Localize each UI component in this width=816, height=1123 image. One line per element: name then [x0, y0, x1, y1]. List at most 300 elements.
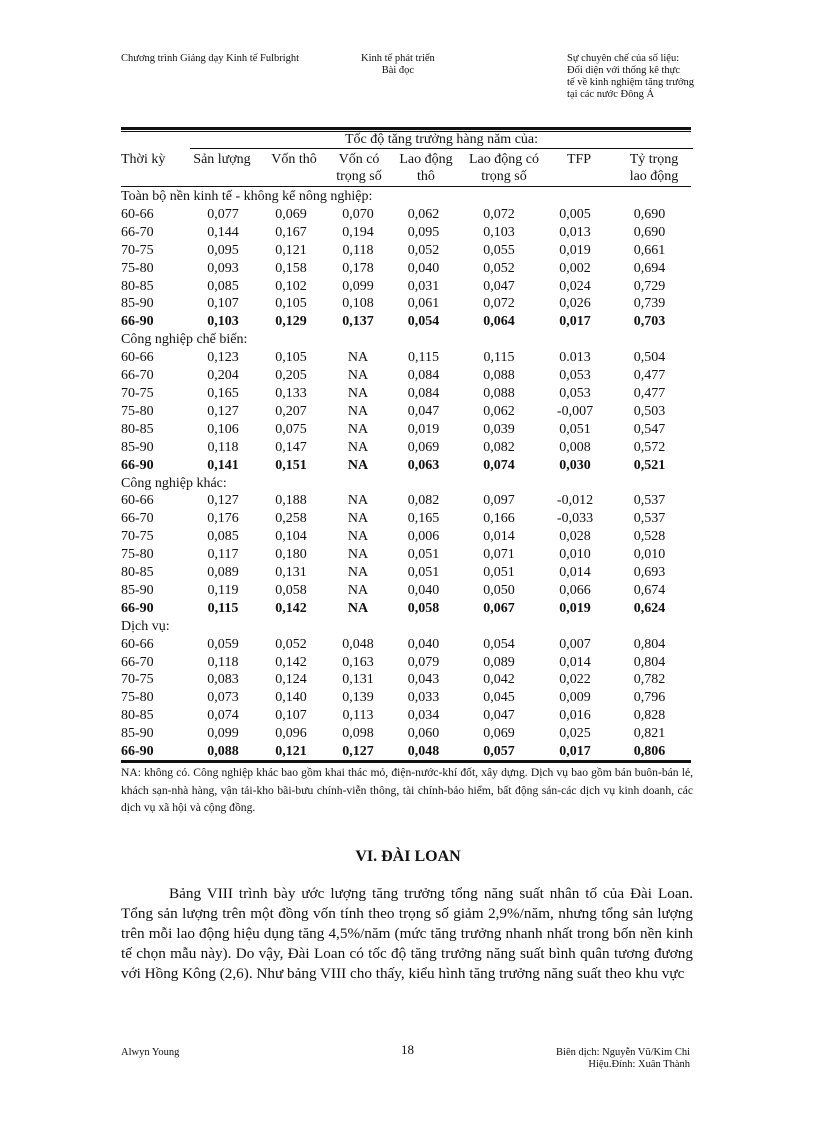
col-header-weighted-capital	[328, 151, 390, 185]
value-cell: 0,043	[407, 672, 440, 688]
value-cell: 0,057	[483, 744, 515, 760]
table-row	[121, 671, 691, 689]
period-cell: 80-85	[121, 708, 154, 724]
value-cell: NA	[347, 403, 369, 419]
footer-credits	[556, 1047, 690, 1071]
col-header-output-line1: Sản lượng	[193, 152, 251, 167]
value-cell: 0,118	[207, 654, 239, 670]
value-cell: 0,045	[483, 690, 515, 706]
value-cell: 0,107	[275, 708, 307, 724]
col-header-output	[189, 151, 255, 168]
value-cell: 0,806	[633, 744, 666, 760]
value-cell: 0,099	[342, 278, 374, 294]
value-cell: -0,033	[556, 511, 594, 527]
value-cell: 0,053	[559, 368, 591, 384]
value-cell: 0,084	[407, 368, 440, 384]
value-cell: 0,205	[275, 368, 307, 384]
value-cell: 0,207	[275, 403, 307, 419]
value-cell: 0,258	[275, 511, 307, 527]
period-cell: 85-90	[121, 582, 154, 598]
value-cell: 0,141	[207, 457, 239, 473]
value-cell: NA	[347, 529, 369, 545]
value-cell: 0,085	[207, 529, 239, 545]
value-cell: 0,690	[633, 224, 666, 240]
col-header-raw-labor	[394, 151, 458, 185]
table-row	[121, 278, 691, 296]
value-cell: 0,097	[483, 493, 515, 509]
table-row	[121, 224, 691, 242]
col-header-tfp	[552, 151, 606, 168]
value-cell: 0,047	[483, 708, 515, 724]
value-cell: 0,060	[407, 726, 440, 742]
value-cell: 0,123	[207, 350, 239, 366]
header-bottom-rule	[121, 186, 691, 187]
value-cell: NA	[347, 457, 369, 473]
value-cell: 0,053	[559, 385, 591, 401]
table-row	[121, 260, 691, 278]
header-article-line3: tế về kinh nghiệm tăng trưởng	[567, 77, 695, 88]
section-header-row	[121, 475, 691, 493]
value-cell: 0,058	[407, 600, 440, 616]
value-cell: 0,804	[633, 654, 666, 670]
value-cell: 0,127	[207, 493, 239, 509]
value-cell: 0,071	[483, 547, 515, 563]
value-cell: 0,166	[483, 511, 515, 527]
value-cell: 0,504	[633, 350, 666, 366]
section-title: VI. ĐÀI LOAN	[355, 848, 461, 865]
value-cell: 0,069	[483, 726, 515, 742]
value-cell: 0,158	[275, 260, 307, 276]
value-cell: 0,064	[483, 314, 515, 330]
value-cell: 0,084	[407, 385, 440, 401]
table-row	[121, 725, 691, 743]
period-cell: 75-80	[121, 547, 154, 563]
value-cell: 0,113	[342, 708, 374, 724]
value-cell: 0,151	[275, 457, 307, 473]
value-cell: 0,674	[633, 582, 666, 598]
value-cell: 0,796	[633, 690, 666, 706]
value-cell: 0,782	[633, 672, 666, 688]
period-cell: 60-66	[121, 350, 154, 366]
value-cell: 0,165	[207, 385, 239, 401]
value-cell: 0,096	[275, 726, 307, 742]
value-cell: 0,131	[342, 672, 374, 688]
table-row	[121, 546, 691, 564]
value-cell: 0,059	[207, 636, 239, 652]
value-cell: 0,030	[559, 457, 591, 473]
value-cell: 0,204	[207, 368, 239, 384]
table-row	[121, 206, 691, 224]
value-cell: 0,095	[207, 242, 239, 258]
value-cell: 0,547	[633, 421, 666, 437]
value-cell: 0,019	[407, 421, 440, 437]
value-cell: 0,048	[407, 744, 440, 760]
value-cell: NA	[347, 511, 369, 527]
value-cell: 0,105	[275, 350, 307, 366]
footer-editor: Hiệu.Đính: Xuân Thành	[588, 1059, 690, 1070]
header-article-line4: tại các nước Đông Á	[567, 89, 655, 100]
value-cell: 0,729	[633, 278, 666, 294]
value-cell: 0,095	[407, 224, 440, 240]
period-cell: 70-75	[121, 242, 154, 258]
value-cell: 0,014	[483, 529, 515, 545]
value-cell: 0,042	[483, 672, 515, 688]
value-cell: NA	[347, 547, 369, 563]
value-cell: 0,051	[407, 565, 440, 581]
col-header-weighted-capital-line1: Vốn có	[338, 152, 380, 167]
value-cell: 0,124	[275, 672, 307, 688]
col-header-labor-share-line1: Tỷ trọng	[629, 152, 679, 167]
value-cell: 0,102	[275, 278, 307, 294]
value-cell: 0,127	[342, 744, 374, 760]
period-cell: 80-85	[121, 278, 154, 294]
value-cell: 0,121	[275, 242, 307, 258]
value-cell: 0,058	[275, 582, 307, 598]
col-header-raw-labor-line2: thô	[417, 169, 435, 184]
value-cell: 0,054	[407, 314, 440, 330]
value-cell: 0,180	[275, 547, 307, 563]
value-cell: 0,061	[407, 296, 440, 312]
value-cell: 0,063	[407, 457, 440, 473]
table-row	[121, 689, 691, 707]
section-header: Công nghiệp chế biến:	[121, 332, 248, 348]
value-cell: 0,040	[407, 636, 440, 652]
value-cell: NA	[347, 385, 369, 401]
value-cell: 0,115	[207, 600, 239, 616]
value-cell: 0,082	[483, 439, 515, 455]
period-cell: 70-75	[121, 385, 154, 401]
value-cell: 0,074	[207, 708, 239, 724]
value-cell: 0,016	[559, 708, 591, 724]
value-cell: NA	[347, 421, 369, 437]
value-cell: 0,139	[342, 690, 374, 706]
value-cell: 0,503	[633, 403, 666, 419]
value-cell: 0,070	[342, 206, 374, 222]
value-cell: 0,075	[275, 421, 307, 437]
value-cell: 0,521	[633, 457, 666, 473]
value-cell: 0,127	[207, 403, 239, 419]
value-cell: 0,077	[207, 206, 239, 222]
growth-table-body	[121, 188, 691, 761]
value-cell: 0,099	[207, 726, 239, 742]
growth-table	[121, 188, 691, 761]
period-cell: 60-66	[121, 206, 154, 222]
header-article-line1: Sự chuyên chế của số liệu:	[567, 53, 680, 64]
period-cell: 85-90	[121, 296, 154, 312]
value-cell: NA	[347, 350, 369, 366]
value-cell: 0,010	[559, 547, 591, 563]
value-cell: 0,103	[207, 314, 239, 330]
value-cell: 0,140	[275, 690, 307, 706]
table-row	[121, 367, 691, 385]
group-header-rule	[190, 148, 693, 149]
value-cell: NA	[347, 493, 369, 509]
table-row	[121, 349, 691, 367]
value-cell: 0,188	[275, 493, 307, 509]
col-header-period-line1: Thời kỳ	[121, 152, 166, 167]
table-total-row	[121, 313, 691, 331]
value-cell: 0,047	[407, 403, 440, 419]
value-cell: 0,014	[559, 565, 591, 581]
value-cell: 0,178	[342, 260, 374, 276]
value-cell: 0,119	[207, 582, 239, 598]
value-cell: 0,133	[275, 385, 307, 401]
value-cell: 0,013	[559, 224, 591, 240]
value-cell: 0,117	[207, 547, 239, 563]
table-row	[121, 439, 691, 457]
period-cell: 60-66	[121, 636, 154, 652]
value-cell: 0,828	[633, 708, 666, 724]
col-header-tfp-line1: TFP	[566, 152, 592, 167]
value-cell: 0,019	[559, 600, 591, 616]
value-cell: 0,083	[207, 672, 239, 688]
value-cell: 0,144	[207, 224, 239, 240]
value-cell: 0,572	[633, 439, 666, 455]
table-row	[121, 654, 691, 672]
value-cell: 0,804	[633, 636, 666, 652]
header-article	[567, 53, 694, 101]
col-header-raw-capital-line1: Vốn thô	[271, 152, 317, 167]
value-cell: 0,137	[342, 314, 374, 330]
value-cell: 0,024	[559, 278, 591, 294]
value-cell: 0,039	[483, 421, 515, 437]
value-cell: 0,050	[483, 582, 515, 598]
col-header-labor-share-line2: lao động	[629, 169, 679, 184]
value-cell: 0,069	[275, 206, 307, 222]
value-cell: 0,106	[207, 421, 239, 437]
value-cell: 0,066	[559, 582, 591, 598]
period-cell: 85-90	[121, 726, 154, 742]
table-row	[121, 492, 691, 510]
value-cell: 0,477	[633, 385, 666, 401]
value-cell: 0,103	[483, 224, 515, 240]
value-cell: 0,088	[483, 385, 515, 401]
value-cell: 0,010	[633, 547, 666, 563]
value-cell: 0,055	[483, 242, 515, 258]
period-cell: 70-75	[121, 672, 154, 688]
value-cell: 0,007	[559, 636, 591, 652]
value-cell: 0,528	[633, 529, 666, 545]
period-cell: 66-70	[121, 224, 154, 240]
value-cell: 0,167	[275, 224, 307, 240]
table-row	[121, 564, 691, 582]
value-cell: 0,073	[207, 690, 239, 706]
value-cell: 0,131	[275, 565, 307, 581]
value-cell: NA	[347, 600, 369, 616]
value-cell: 0,118	[342, 242, 374, 258]
table-row	[121, 528, 691, 546]
value-cell: 0,537	[633, 493, 666, 509]
col-header-weighted-labor	[464, 151, 544, 185]
value-cell: 0,107	[207, 296, 239, 312]
value-cell: 0,052	[407, 242, 440, 258]
period-cell: 80-85	[121, 421, 154, 437]
value-cell: 0,047	[483, 278, 515, 294]
table-row	[121, 636, 691, 654]
footer-author: Alwyn Young	[121, 1047, 180, 1058]
value-cell: 0,098	[342, 726, 374, 742]
value-cell: 0,147	[275, 439, 307, 455]
section-header-row	[121, 331, 691, 349]
table-top-rule	[121, 127, 691, 130]
table-total-row	[121, 600, 691, 618]
table-group-title: Tốc độ tăng trưởng hàng năm của:	[344, 132, 539, 147]
col-header-labor-share	[617, 151, 691, 185]
value-cell: 0,002	[559, 260, 591, 276]
value-cell: 0,067	[483, 600, 515, 616]
table-row	[121, 295, 691, 313]
table-row	[121, 510, 691, 528]
table-row	[121, 707, 691, 725]
value-cell: 0,008	[559, 439, 591, 455]
value-cell: 0,176	[207, 511, 239, 527]
value-cell: 0,105	[275, 296, 307, 312]
value-cell: -0,007	[556, 403, 594, 419]
value-cell: 0,040	[407, 260, 440, 276]
section-header: Công nghiệp khác:	[121, 475, 227, 491]
table-row	[121, 403, 691, 421]
value-cell: 0,821	[633, 726, 666, 742]
value-cell: 0,052	[483, 260, 515, 276]
table-row	[121, 582, 691, 600]
value-cell: 0,115	[408, 350, 439, 366]
value-cell: 0,163	[342, 654, 374, 670]
value-cell: 0,115	[483, 350, 515, 366]
value-cell: 0,072	[483, 206, 515, 222]
value-cell: 0,052	[275, 636, 307, 652]
value-cell: 0,693	[633, 565, 666, 581]
value-cell: 0,062	[483, 403, 515, 419]
col-header-weighted-capital-line2: trọng số	[336, 169, 382, 184]
value-cell: 0,108	[342, 296, 374, 312]
footer-translator: Biên dịch: Nguyễn Vũ/Kim Chi	[556, 1047, 690, 1058]
value-cell: 0,017	[559, 744, 591, 760]
value-cell: 0,537	[633, 511, 666, 527]
table-row	[121, 242, 691, 260]
period-cell: 66-90	[121, 600, 154, 616]
period-cell: 75-80	[121, 403, 154, 419]
period-cell: 66-70	[121, 654, 154, 670]
value-cell: 0,051	[483, 565, 515, 581]
value-cell: NA	[347, 368, 369, 384]
period-cell: 75-80	[121, 260, 154, 276]
col-header-raw-capital	[263, 151, 325, 168]
value-cell: 0,085	[207, 278, 239, 294]
value-cell: 0,031	[407, 278, 440, 294]
section-header: Toàn bộ nền kinh tế - không kể nông nghiệp:	[121, 189, 373, 204]
period-cell: 66-90	[121, 457, 154, 473]
value-cell: -0,012	[556, 493, 594, 509]
header-article-line2: Đối diện với thống kê thực	[567, 65, 681, 76]
value-cell: 0,661	[633, 242, 666, 258]
value-cell: 0,054	[483, 636, 515, 652]
value-cell: 0,079	[407, 654, 440, 670]
value-cell: 0,690	[633, 206, 666, 222]
value-cell: 0.013	[559, 350, 591, 366]
value-cell: 0,477	[633, 368, 666, 384]
value-cell: 0,034	[407, 708, 440, 724]
period-cell: 75-80	[121, 690, 154, 706]
section-header-row	[121, 618, 691, 636]
period-cell: 85-90	[121, 439, 154, 455]
col-header-weighted-labor-line2: trọng số	[481, 169, 527, 184]
period-cell: 66-90	[121, 744, 154, 760]
body-paragraph: Bảng VIII trình bày ước lượng tăng trưởng tổng năng suất nhân tố của Đài Loan. Tổng sản lượng trên một đồng vốn tính theo trọng số giảm 2,9%/năm, nhưng tổng sản lượng trên mỗi lao động hiệu dụng tăng 4,5%/năm (mức tăng trưởng nhanh nhất trong bốn nền kinh tế chọn mẫu này). Do vậy, Đài Loan có tốc độ tăng trưởng năng suất bình quân tương đương với Hồng Kông (2,6). Như bảng VIII cho thấy, kiểu hình tăng trưởng năng suất theo khu vực	[121, 885, 693, 982]
value-cell: 0,104	[275, 529, 307, 545]
table-row	[121, 421, 691, 439]
col-header-weighted-labor-line1: Lao động có	[469, 152, 539, 167]
col-header-raw-labor-line1: Lao động	[399, 152, 453, 167]
value-cell: 0,165	[407, 511, 440, 527]
value-cell: 0,624	[633, 600, 666, 616]
value-cell: 0,009	[559, 690, 591, 706]
value-cell: 0,739	[633, 296, 666, 312]
value-cell: NA	[347, 565, 369, 581]
value-cell: 0,694	[633, 260, 666, 276]
period-cell: 66-70	[121, 368, 154, 384]
value-cell: 0,026	[559, 296, 591, 312]
value-cell: 0,022	[559, 672, 591, 688]
value-cell: 0,028	[559, 529, 591, 545]
value-cell: 0,006	[407, 529, 440, 545]
table-total-row	[121, 457, 691, 475]
value-cell: 0,089	[483, 654, 515, 670]
value-cell: NA	[347, 582, 369, 598]
value-cell: 0,082	[407, 493, 440, 509]
value-cell: 0,048	[342, 636, 374, 652]
header-course-title: Kinh tế phát triển	[361, 53, 435, 64]
value-cell: 0,194	[342, 224, 374, 240]
period-cell: 66-90	[121, 314, 154, 330]
section-header: Dịch vụ:	[121, 618, 170, 634]
value-cell: 0,062	[407, 206, 440, 222]
value-cell: 0,040	[407, 582, 440, 598]
col-header-period	[121, 151, 176, 168]
value-cell: 0,129	[275, 314, 307, 330]
table-total-row	[121, 743, 691, 761]
period-cell: 66-70	[121, 511, 154, 527]
section-header-row	[121, 188, 691, 206]
header-course-subtitle: Bài đọc	[381, 65, 415, 76]
value-cell: 0,142	[275, 600, 307, 616]
value-cell: 0,051	[407, 547, 440, 563]
value-cell: 0,703	[633, 314, 666, 330]
value-cell: 0,019	[559, 242, 591, 258]
header-program: Chương trình Giảng dạy Kinh tế Fulbright	[121, 53, 300, 64]
value-cell: 0,017	[559, 314, 591, 330]
header-course	[361, 53, 435, 77]
period-cell: 70-75	[121, 529, 154, 545]
value-cell: 0,025	[559, 726, 591, 742]
period-cell: 80-85	[121, 565, 154, 581]
value-cell: 0,014	[559, 654, 591, 670]
page-number: 18	[401, 1042, 414, 1057]
value-cell: 0,142	[275, 654, 307, 670]
value-cell: 0,088	[207, 744, 239, 760]
value-cell: 0,121	[275, 744, 307, 760]
period-cell: 60-66	[121, 493, 154, 509]
value-cell: 0,072	[483, 296, 515, 312]
value-cell: 0,088	[483, 368, 515, 384]
value-cell: 0,093	[207, 260, 239, 276]
value-cell: 0,118	[207, 439, 239, 455]
table-row	[121, 385, 691, 403]
table-note: NA: không có. Công nghiệp khác bao gồm khai thác mỏ, điện-nước-khí đốt, xây dựng. Dịch vụ bao gồm bán buôn-bán lẻ, khách sạn-nhà hàng, vận tải-kho bãi-bưu chính-viễn thông, tài chính-bảo hiểm, bất động sản-các dịch vụ kinh doanh, các dịch vụ xã hội và cộng đồng.	[121, 766, 693, 814]
value-cell: 0,005	[559, 206, 591, 222]
value-cell: 0,089	[207, 565, 239, 581]
value-cell: 0,074	[483, 457, 515, 473]
value-cell: 0,069	[407, 439, 440, 455]
